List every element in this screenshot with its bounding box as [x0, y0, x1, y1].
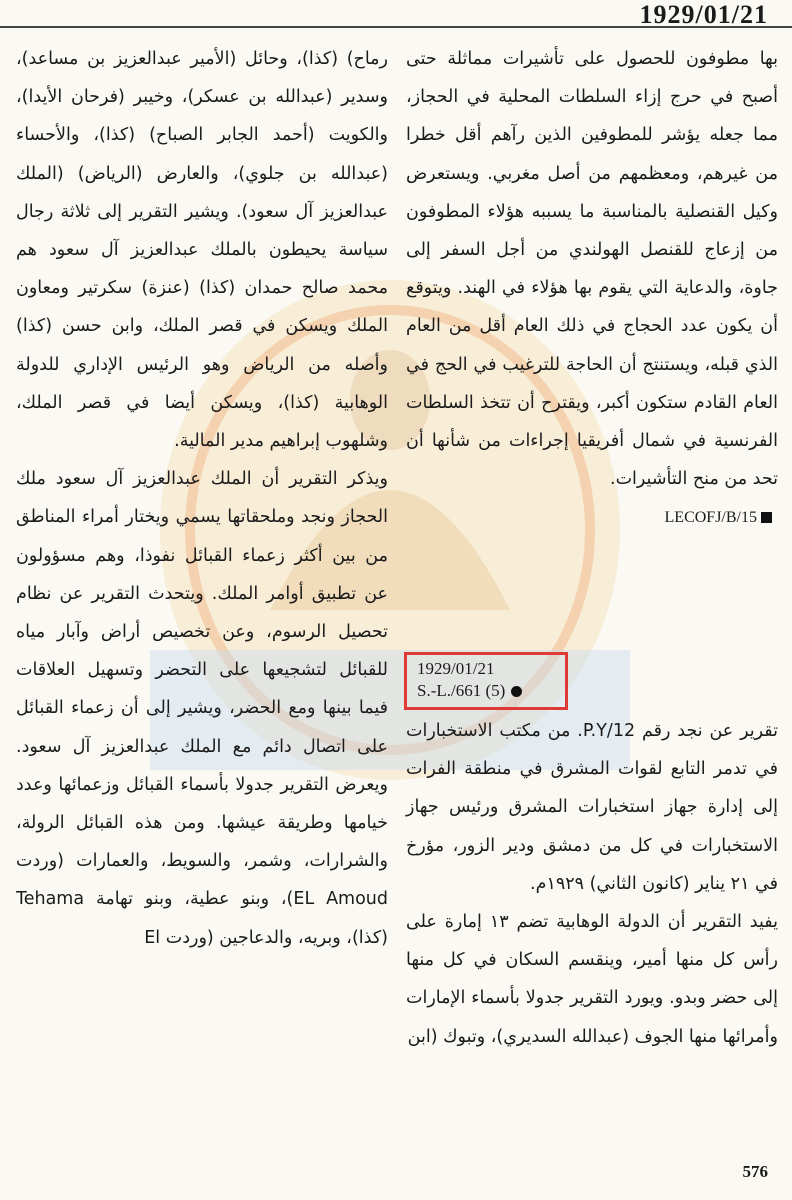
right-paragraph-1: بها مطوفون للحصول على تأشيرات مماثلة حتى أصبح في حرج إزاء السلطات المحلية في الحجاز، مما جعله يؤشر للمطوفين الذين رآهم أقل خطرا من غيرهم، ومعظمهم من أصل مغربي. ويستعرض وكيل القنصلية بالمناسبة ما يسببه هؤلاء المطوفون من إزعاج للقنصل الهولندي من أجل السفر إلى جاوة، والدعاية التي يقوم بها هؤلاء في الهند. ويتوقع أن يكون عدد الحجاج في ذلك العام أقل من العام الذي قبله، ويستنتج أن الحاجة للترغيب في الحج في العام القادم ستكون أكبر، ويقترح أن تتخذ السلطات الفرنسية في شمال أفريقيا إجراءات من شأنها أن تحد من منح التأشيرات.: [406, 49, 778, 490]
right-paragraph-3: يفيد التقرير أن الدولة الوهابية تضم ١٣ إمارة على رأس كل منها أمير، وينقسم السكان في كل منها إلى حضر وبدو. ويورد التقرير جدولا بأسماء الإمارات وأمرائها منها الجوف (عبدالله السديري)، وتبوك (ابن: [406, 912, 778, 1047]
reference-code-text: LECOFJ/B/15: [664, 509, 757, 527]
left-paragraph-2: ويذكر التقرير أن الملك عبدالعزيز آل سعود ملك الحجاز ونجد وملحقاتها يسمي ويختار أمراء المناطق من بين أكثر زعماء القبائل نفوذا، وهم مسؤولون عن تطبيق أوامر الملك. ويتحدث التقرير عن نظام تحصيل الرسوم، وعن تخصيص أراض وآبار مياه للقبائل لتشجيعها على التحضر وتسهيل العلاقات فيما بينها ومع الحضر، ويشير إلى أن زعماء القبائل على اتصال دائم مع الملك عبدالعزيز آل سعود. ويعرض التقرير جدولا بأسماء القبائل وزعمائها وعدد خيامها وطريقة عيشها. ومن هذه القبائل الرولة، والشرارات، وشمر، والسويط، والعمارات (وردت EL Amoud)، وبنو عطية، وبنو تهامة Tehama (كذا)، وبريه، والدعاجين (وردت El: [16, 469, 389, 948]
document-header-box: [404, 652, 568, 710]
document-date: 1929/01/21: [417, 659, 495, 678]
document-code: S.-L./661 (5): [417, 681, 506, 700]
page-number: 576: [742, 1162, 768, 1181]
right-column-lower: [406, 712, 778, 1056]
square-bullet-icon: [761, 512, 772, 523]
right-column: [406, 40, 778, 528]
reference-code: [406, 508, 772, 528]
header-date: 1929/01/21: [639, 0, 768, 29]
page-header: [0, 0, 792, 28]
left-column: [16, 40, 388, 957]
bullet-dot-icon: [511, 686, 522, 697]
left-paragraph-1: رماح) (كذا)، وحائل (الأمير عبدالعزيز بن مساعد)، وسدير (عبدالله بن عسكر)، وخيبر (فرحان الأيدا)، والكويت (أحمد الجابر الصباح) (كذا)، والأحساء (عبدالله بن جلوي)، والعارض (الرياض) (الملك عبدالعزيز آل سعود). ويشير التقرير إلى ثلاثة رجال سياسة يحيطون بالملك عبدالعزيز آل سعود هم محمد صالح حمدان (كذا) (عنزة) سكرتير ومعاون الملك ويسكن في قصر الملك، وابن حسن (كذا) وأصله من الرياض وهو الرئيس الإداري للدولة الوهابية (كذا)، ويسكن أيضا في قصر الملك، وشلهوب إبراهيم مدير المالية.: [16, 49, 388, 452]
right-paragraph-2: تقرير عن نجد رقم 12/P.Y. من مكتب الاستخبارات في تدمر التابع لقوات المشرق في منطقة الفرات إلى إدارة جهاز استخبارات المشرق ورئيس جهاز الاستخبارات في كل من دمشق ودير الزور، مؤرخ في ٢١ يناير (كانون الثاني) ١٩٢٩م.: [406, 721, 778, 894]
